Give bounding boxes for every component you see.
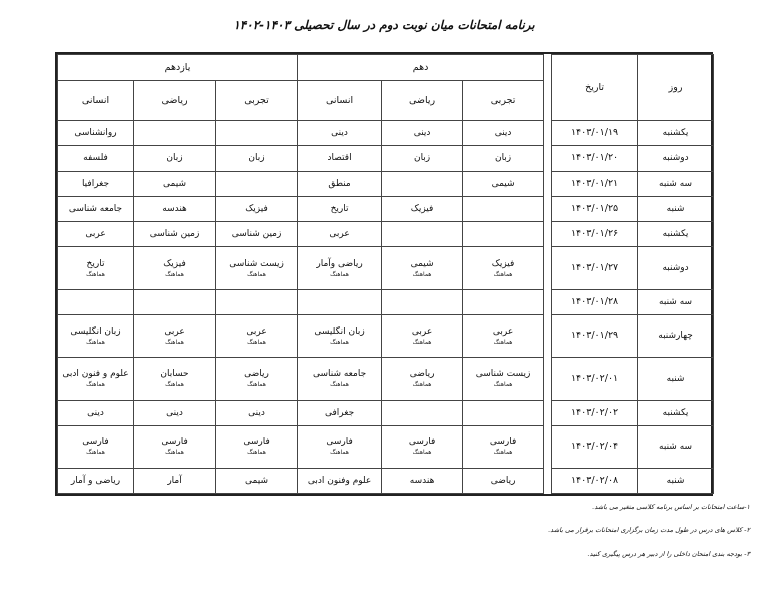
- coordination-label: هماهنگ: [86, 449, 105, 457]
- subject-cell: [134, 400, 216, 425]
- subject-cell: [463, 400, 544, 425]
- subject-name: فلسفه: [83, 153, 108, 164]
- subject-cell: [58, 468, 134, 493]
- column-gap: [544, 400, 552, 425]
- subject-cell: [298, 146, 382, 171]
- subject-name: ریاضی وآمار: [316, 258, 363, 269]
- subject-cell: [216, 425, 298, 468]
- day-cell: دوشنبه: [638, 146, 714, 171]
- subject-name: فارسی: [82, 437, 109, 448]
- column-gap: [544, 357, 552, 400]
- table-row: [58, 171, 714, 196]
- coordination-label: هماهنگ: [412, 338, 432, 346]
- subject-cell: [134, 425, 216, 468]
- day-cell: یکشنبه: [638, 400, 714, 425]
- date-cell: ۱۴۰۳/۰۱/۲۵: [552, 196, 638, 221]
- table-row: [58, 289, 714, 314]
- column-gap: [544, 425, 552, 468]
- subject-cell: [463, 425, 544, 468]
- subject-cell: [382, 146, 463, 171]
- subject-cell: [134, 357, 216, 400]
- subject-cell: [463, 146, 544, 171]
- coordination-label: هماهنگ: [493, 381, 513, 389]
- subject-name: شیمی: [491, 178, 515, 189]
- subject-cell: [298, 196, 382, 221]
- subject-name: زمین شناسی: [231, 229, 282, 240]
- grade10-header: دهم: [298, 55, 544, 81]
- subject-name: دینی: [494, 128, 512, 139]
- day-cell: چهارشنبه: [638, 315, 714, 358]
- subject-name: منطق: [328, 178, 351, 189]
- coordination-label: هماهنگ: [165, 449, 184, 457]
- table-row: [58, 121, 714, 146]
- subject-name: جغرافی: [324, 407, 355, 418]
- date-cell: ۱۴۰۳/۰۱/۲۱: [552, 171, 638, 196]
- subject-cell: [298, 400, 382, 425]
- subject-name: زیست شناسی: [229, 258, 284, 269]
- subject-cell: [463, 247, 544, 290]
- note-1: ۱-ساعت امتحانات بر اساس برنامه کلاسی متغیر می باشد.: [592, 503, 750, 511]
- subject-cell: [382, 468, 463, 493]
- grade11-header: یازدهم: [58, 55, 298, 81]
- subject-name: فارسی: [243, 437, 270, 448]
- subject-cell: [382, 289, 463, 314]
- subject-cell: [58, 400, 134, 425]
- day-cell: شنبه: [638, 468, 714, 493]
- subject-name: ریاضی: [490, 475, 516, 486]
- column-gap: [544, 247, 552, 290]
- subject-name: دینی: [87, 407, 104, 418]
- subject-cell: [298, 315, 382, 358]
- coordination-label: هماهنگ: [412, 449, 432, 457]
- column-gap: [544, 289, 552, 314]
- subject-cell: [298, 289, 382, 314]
- subject-name: جغرافیا: [81, 178, 110, 189]
- table-row: [58, 400, 714, 425]
- subject-name: زبان انگلیسی: [314, 326, 365, 337]
- note-2: ۲- کلاس های درس در طول مدت زمان برگزاری امتحانات برقرار می باشد.: [548, 526, 750, 534]
- table-row: [58, 468, 714, 493]
- page-title: برنامه امتحانات میان نوبت دوم در سال تحصیلی ۱۴۰۳-۱۴۰۲: [233, 18, 535, 32]
- table-row: [58, 222, 714, 247]
- subject-name: شیمی: [245, 475, 269, 486]
- coordination-label: هماهنگ: [493, 270, 513, 278]
- date-cell: ۱۴۰۳/۰۱/۱۹: [552, 121, 638, 146]
- grade10-ensani-header: انسانی: [298, 81, 382, 121]
- coordination-label: هماهنگ: [330, 381, 349, 389]
- column-gap: [544, 171, 552, 196]
- subject-name: تاریخ: [86, 258, 105, 269]
- subject-cell: [298, 247, 382, 290]
- subject-cell: [216, 468, 298, 493]
- coordination-label: هماهنگ: [165, 338, 184, 346]
- subject-cell: [382, 121, 463, 146]
- subject-cell: [216, 171, 298, 196]
- table-row: [58, 357, 714, 400]
- subject-name: زیست شناسی: [475, 369, 531, 380]
- date-cell: ۱۴۰۳/۰۱/۲۰: [552, 146, 638, 171]
- subject-cell: [298, 222, 382, 247]
- subject-name: فیزیک: [245, 203, 268, 214]
- date-cell: ۱۴۰۳/۰۱/۲۶: [552, 222, 638, 247]
- subject-cell: [298, 171, 382, 196]
- subject-cell: [382, 222, 463, 247]
- date-cell: ۱۴۰۳/۰۲/۰۲: [552, 400, 638, 425]
- date-cell: ۱۴۰۳/۰۱/۲۹: [552, 315, 638, 358]
- subject-name: زبان: [248, 153, 265, 164]
- coordination-label: هماهنگ: [247, 381, 266, 389]
- grade11-tajrobi-header: تجربی: [216, 81, 298, 121]
- subject-cell: [58, 357, 134, 400]
- subject-cell: [134, 315, 216, 358]
- subject-name: فارسی: [408, 437, 436, 448]
- subject-cell: [216, 146, 298, 171]
- subject-name: دینی: [331, 128, 348, 139]
- subject-name: آمار: [167, 475, 182, 486]
- column-gap: [544, 222, 552, 247]
- subject-name: هندسه: [162, 203, 187, 214]
- coordination-label: هماهنگ: [86, 270, 105, 278]
- coordination-label: هماهنگ: [412, 270, 432, 278]
- subject-cell: [58, 121, 134, 146]
- date-cell: ۱۴۰۳/۰۱/۲۷: [552, 247, 638, 290]
- subject-name: شیمی: [410, 258, 434, 269]
- coordination-label: هماهنگ: [493, 338, 513, 346]
- coordination-label: هماهنگ: [330, 449, 349, 457]
- subject-cell: [134, 171, 216, 196]
- coordination-label: هماهنگ: [247, 449, 266, 457]
- coordination-label: هماهنگ: [493, 449, 513, 457]
- table-row: [58, 425, 714, 468]
- subject-cell: [298, 468, 382, 493]
- subject-cell: [58, 247, 134, 290]
- day-cell: سه شنبه: [638, 425, 714, 468]
- column-gap: [544, 121, 552, 146]
- subject-cell: [382, 315, 463, 358]
- subject-cell: [134, 289, 216, 314]
- subject-cell: [463, 357, 544, 400]
- grade10-riazi-header: ریاضی: [382, 81, 463, 121]
- coordination-label: هماهنگ: [412, 381, 432, 389]
- subject-cell: [134, 222, 216, 247]
- subject-name: زمین شناسی: [149, 229, 200, 240]
- column-gap: [544, 468, 552, 493]
- subject-name: دینی: [166, 407, 183, 418]
- subject-name: روانشناسی: [74, 128, 117, 139]
- table-row: [58, 315, 714, 358]
- subject-cell: [463, 315, 544, 358]
- subject-name: عربی: [492, 326, 514, 337]
- subject-cell: [463, 171, 544, 196]
- subject-cell: [463, 222, 544, 247]
- coordination-label: هماهنگ: [247, 270, 266, 278]
- subject-name: زبان: [494, 153, 512, 164]
- subject-cell: [216, 357, 298, 400]
- subject-cell: [58, 315, 134, 358]
- coordination-label: هماهنگ: [165, 270, 184, 278]
- subject-cell: [216, 289, 298, 314]
- subject-cell: [58, 171, 134, 196]
- table-row: [58, 146, 714, 171]
- subject-cell: [134, 121, 216, 146]
- table-row: [58, 196, 714, 221]
- day-cell: سه شنبه: [638, 289, 714, 314]
- date-cell: ۱۴۰۳/۰۲/۰۱: [552, 357, 638, 400]
- subject-name: زبان: [166, 153, 183, 164]
- subject-name: فیزیک: [163, 258, 186, 269]
- subject-cell: [463, 196, 544, 221]
- subject-cell: [58, 146, 134, 171]
- date-header: تاریخ: [552, 55, 638, 121]
- subject-cell: [382, 425, 463, 468]
- date-cell: ۱۴۰۳/۰۲/۰۴: [552, 425, 638, 468]
- subject-cell: [58, 425, 134, 468]
- subject-name: فارسی: [161, 437, 188, 448]
- note-3: ۳- بودجه بندی امتحان داخلی را از دبیر هر درس پیگیری کنید.: [587, 550, 750, 558]
- subject-name: دینی: [248, 407, 265, 418]
- grade11-riazi-header: ریاضی: [134, 81, 216, 121]
- subject-name: جامعه شناسی: [68, 203, 123, 214]
- subject-name: فیزیک: [410, 203, 434, 214]
- subject-name: اقتصاد: [327, 153, 352, 164]
- column-gap: [544, 196, 552, 221]
- subject-cell: [463, 289, 544, 314]
- subject-name: عربی: [164, 326, 185, 337]
- subject-name: حسابان: [160, 369, 189, 380]
- subject-cell: [298, 121, 382, 146]
- date-cell: ۱۴۰۳/۰۲/۰۸: [552, 468, 638, 493]
- subject-name: دینی: [413, 128, 431, 139]
- grade10-tajrobi-header: تجربی: [463, 81, 544, 121]
- grade11-ensani-header: انسانی: [58, 81, 134, 121]
- day-cell: شنبه: [638, 196, 714, 221]
- day-cell: شنبه: [638, 357, 714, 400]
- day-cell: یکشنبه: [638, 222, 714, 247]
- subject-name: شیمی: [163, 178, 187, 189]
- subject-cell: [216, 222, 298, 247]
- day-cell: یکشنبه: [638, 121, 714, 146]
- subject-name: هندسه: [409, 475, 435, 486]
- subject-cell: [134, 196, 216, 221]
- subject-cell: [463, 121, 544, 146]
- subject-cell: [58, 222, 134, 247]
- subject-cell: [463, 468, 544, 493]
- subject-cell: [134, 146, 216, 171]
- subject-cell: [216, 121, 298, 146]
- column-gap: [544, 146, 552, 171]
- coordination-label: هماهنگ: [86, 381, 105, 389]
- column-gap: [544, 55, 552, 121]
- date-cell: ۱۴۰۳/۰۱/۲۸: [552, 289, 638, 314]
- subject-name: عربی: [329, 229, 350, 240]
- subject-cell: [382, 357, 463, 400]
- table-row: [58, 247, 714, 290]
- subject-name: زبان: [413, 153, 431, 164]
- subject-cell: [58, 289, 134, 314]
- day-cell: سه شنبه: [638, 171, 714, 196]
- subject-cell: [298, 425, 382, 468]
- subject-cell: [134, 247, 216, 290]
- subject-cell: [298, 357, 382, 400]
- coordination-label: هماهنگ: [330, 338, 349, 346]
- coordination-label: هماهنگ: [86, 338, 105, 346]
- subject-cell: [216, 315, 298, 358]
- coordination-label: هماهنگ: [247, 338, 266, 346]
- subject-name: تاریخ: [330, 203, 349, 214]
- subject-cell: [134, 468, 216, 493]
- subject-name: فارسی: [489, 437, 517, 448]
- subject-name: جامعه شناسی: [312, 369, 367, 380]
- subject-cell: [216, 196, 298, 221]
- exam-schedule-table: [55, 52, 713, 496]
- coordination-label: هماهنگ: [165, 381, 184, 389]
- subject-cell: [382, 400, 463, 425]
- column-gap: [544, 315, 552, 358]
- subject-cell: [382, 171, 463, 196]
- day-cell: دوشنبه: [638, 247, 714, 290]
- subject-cell: [58, 196, 134, 221]
- subject-name: فیزیک: [491, 258, 515, 269]
- subject-name: عربی: [411, 326, 433, 337]
- subject-cell: [216, 247, 298, 290]
- subject-name: ریاضی: [409, 369, 435, 380]
- subject-cell: [382, 196, 463, 221]
- subject-cell: [382, 247, 463, 290]
- subject-name: زبان انگلیسی: [70, 326, 121, 337]
- subject-name: فارسی: [326, 437, 353, 448]
- subject-name: عربی: [246, 326, 267, 337]
- subject-name: ریاضی: [244, 369, 269, 380]
- subject-name: علوم وفنون ادبی: [307, 475, 372, 486]
- day-header: روز: [638, 55, 714, 121]
- subject-name: عربی: [85, 229, 106, 240]
- subject-name: علوم و فنون ادبی: [62, 369, 129, 380]
- subject-cell: [216, 400, 298, 425]
- coordination-label: هماهنگ: [330, 270, 349, 278]
- subject-name: ریاضی و آمار: [70, 475, 121, 486]
